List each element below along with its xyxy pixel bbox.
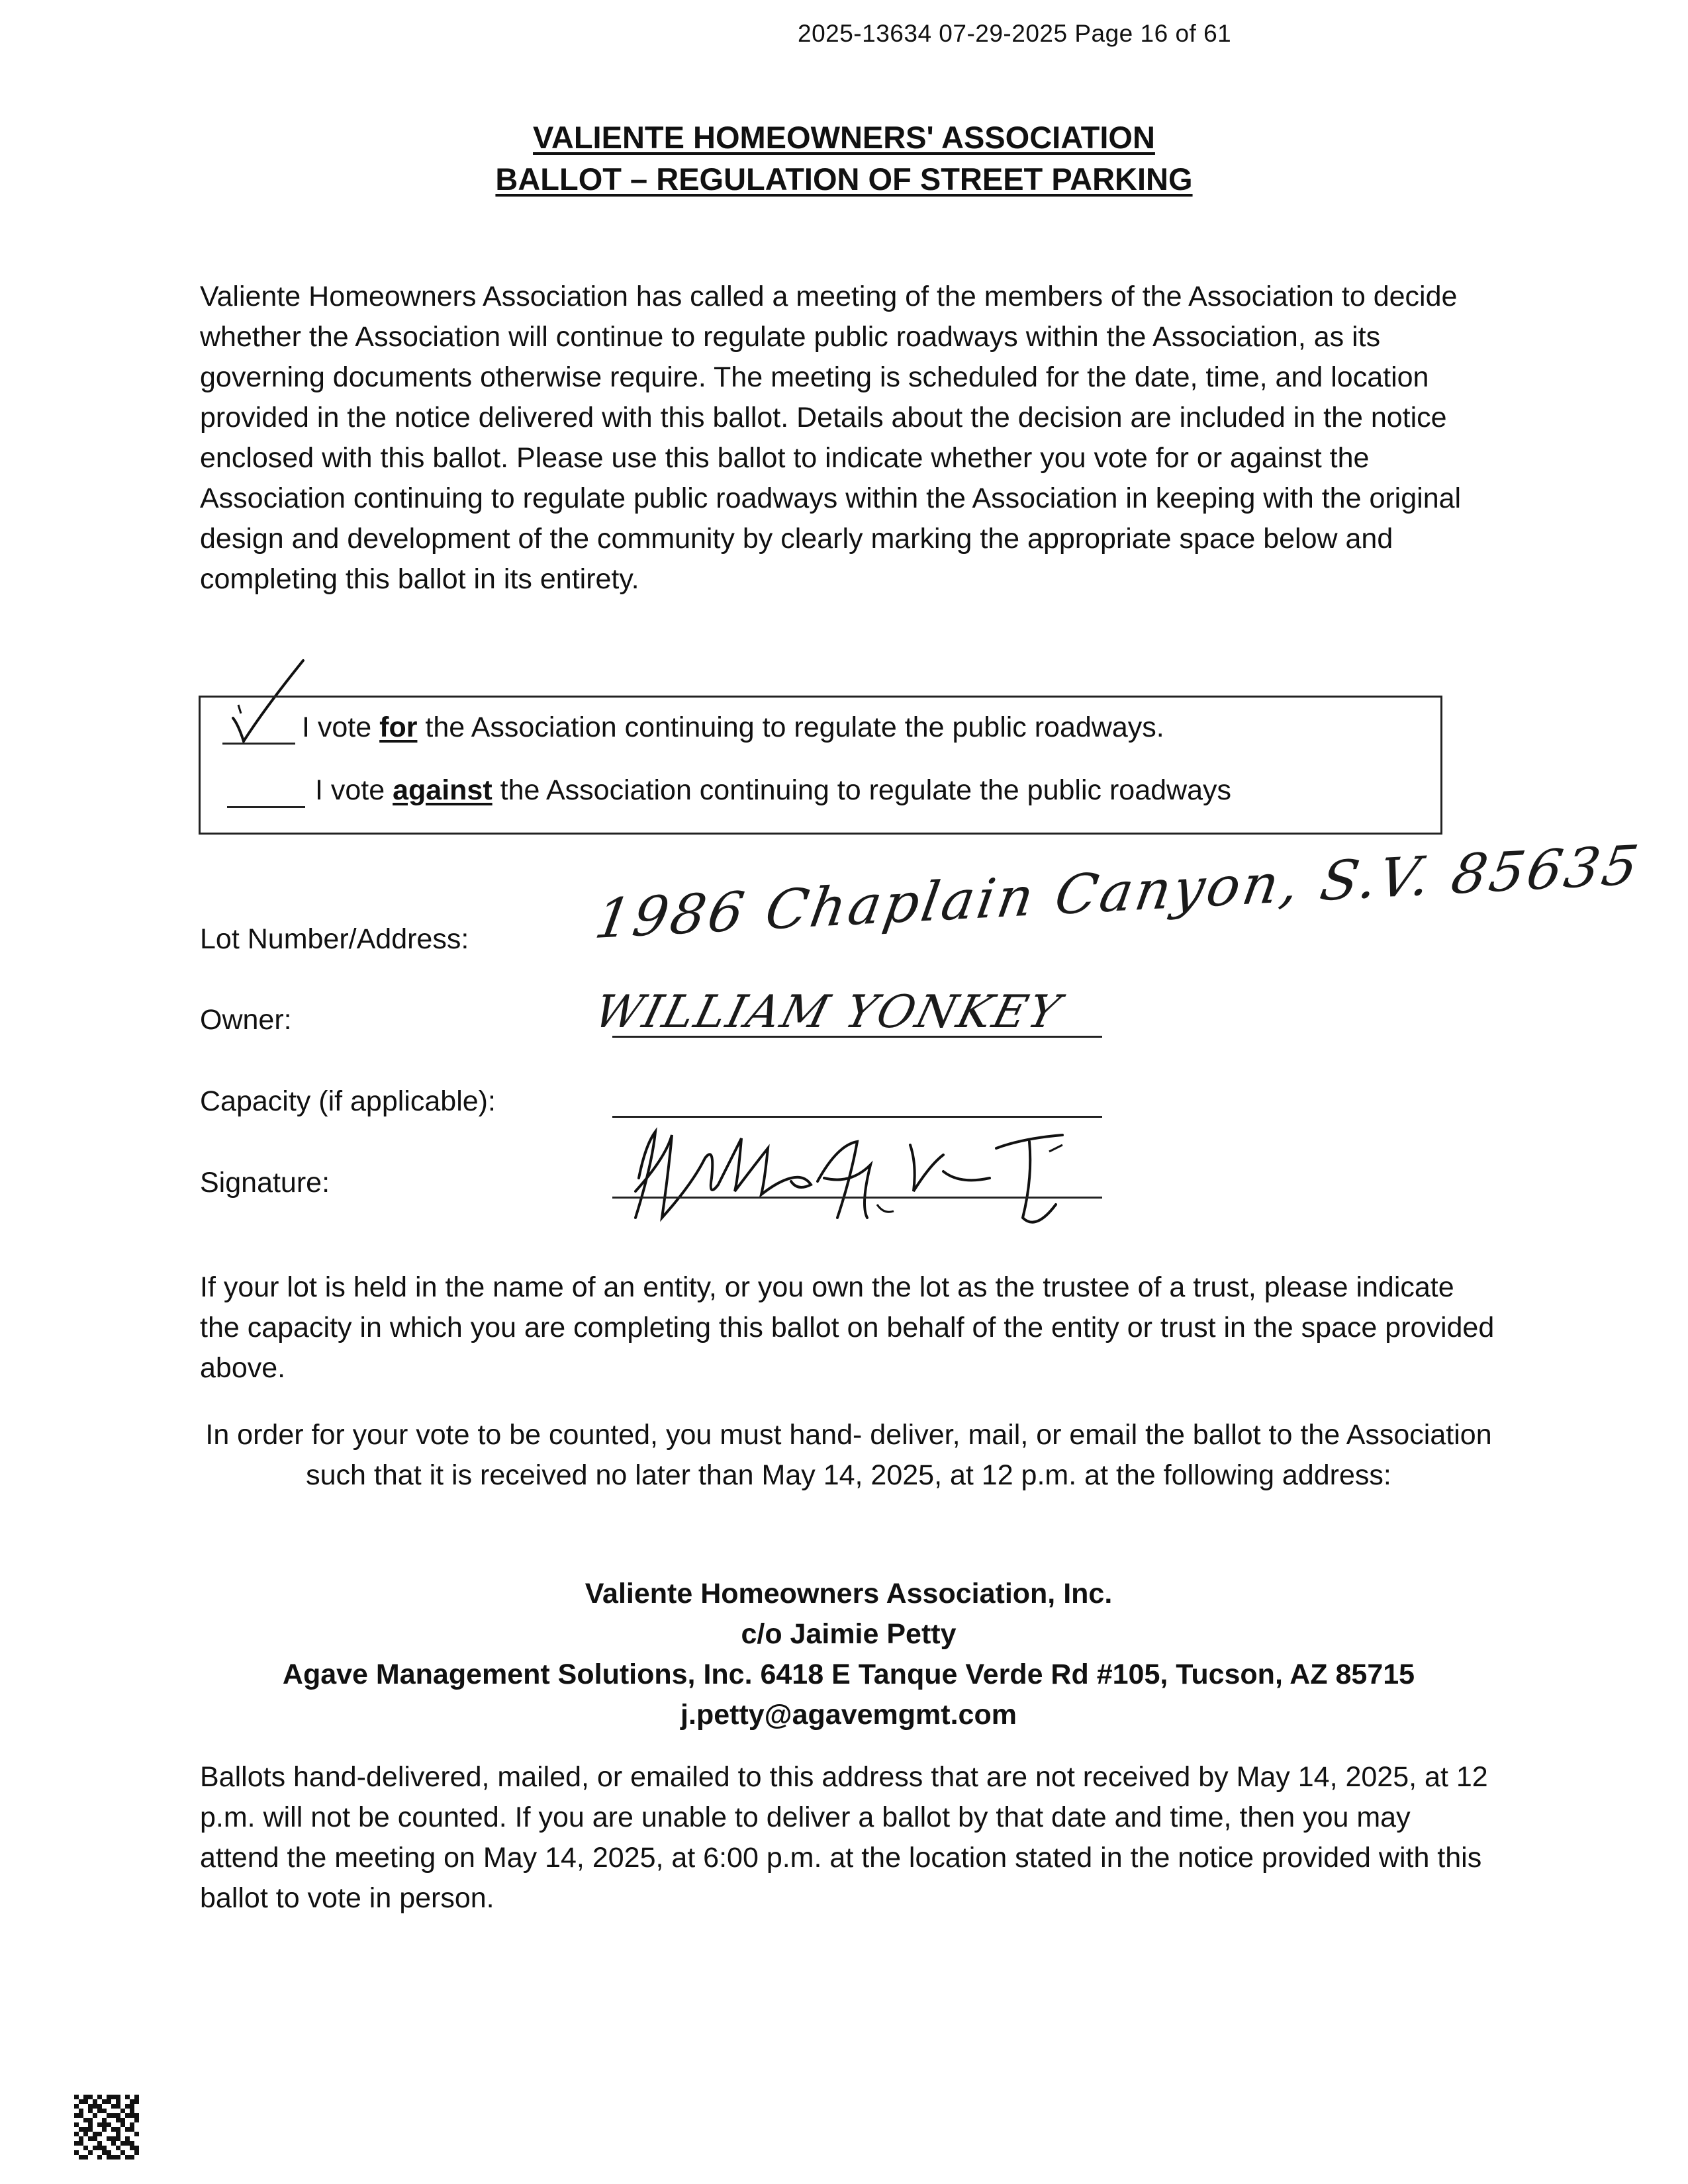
lot-address-value[interactable]: 1986 Chaplain Canyon, S.V. 85635 xyxy=(590,834,1646,951)
signature-underline xyxy=(612,1197,1102,1199)
owner-underline xyxy=(612,1036,1102,1038)
document-reference: 2025-13634 07-29-2025 Page 16 of 61 xyxy=(798,20,1232,47)
address-block xyxy=(200,1574,1497,1735)
owner-label: Owner: xyxy=(200,1004,292,1036)
vote-against-keyword: against xyxy=(393,774,492,806)
vote-against-option[interactable] xyxy=(315,774,1231,807)
delivery-paragraph: In order for your vote to be counted, you must hand- deliver, mail, or email the ballot to the Association such that it is received no later than May 14, 2025, at 12 p.m. at the following address: xyxy=(205,1419,1492,1491)
address-line-association: Valiente Homeowners Association, Inc. xyxy=(585,1578,1113,1610)
owner-value[interactable]: WILLIAM YONKEY xyxy=(589,986,1067,1038)
capacity-label: Capacity (if applicable): xyxy=(200,1085,496,1117)
entity-paragraph: If your lot is held in the name of an entity, or you own the lot as the trustee of a trust, please indicate the capacity in which you are completing this ballot on behalf of the entity or trust in the space provided above. xyxy=(200,1271,1495,1384)
vote-for-suffix: the Association continuing to regulate the public roadways. xyxy=(417,711,1164,743)
closing-paragraph: Ballots hand-delivered, mailed, or emailed to this address that are not received by May 14, 2025, at 12 p.m. will not be counted. If you are unable to deliver a ballot by that date and time, then you may attend the meeting on May 14, 2025, at 6:00 p.m. at the location stated in the notice provided with this ballot to vote in person. xyxy=(200,1761,1488,1914)
intro-paragraph: Valiente Homeowners Association has called a meeting of the members of the Association to decide whether the Association will continue to regulate public roadways within the Association, as its governing documents otherwise require. The meeting is scheduled for the date, time, and location provided in the notice delivered with this ballot. Details about the decision are included in the notice enclosed with this ballot. Please use this ballot to indicate whether you vote for or against the Association continuing to regulate public roadways within the Association in keeping with the original design and development of the community by clearly marking the appropriate space below and completing this ballot in its entirety. xyxy=(200,281,1462,595)
vote-for-keyword: for xyxy=(379,711,418,743)
signature-label: Signature: xyxy=(200,1167,330,1199)
vote-for-prefix: I vote xyxy=(302,711,380,743)
capacity-field[interactable] xyxy=(612,1116,1102,1118)
vote-against-suffix: the Association continuing to regulate the public roadways xyxy=(492,774,1231,806)
qr-code-icon xyxy=(74,2095,139,2160)
lot-address-label: Lot Number/Address: xyxy=(200,923,469,955)
vote-against-checkbox[interactable] xyxy=(227,806,305,808)
vote-for-checkbox[interactable] xyxy=(222,743,295,745)
vote-against-prefix: I vote xyxy=(315,774,393,806)
signature-image[interactable] xyxy=(599,1118,1142,1231)
address-line-attention: c/o Jaimie Petty xyxy=(741,1618,957,1650)
ballot-title: BALLOT – REGULATION OF STREET PARKING xyxy=(495,161,1193,197)
association-title: VALIENTE HOMEOWNERS' ASSOCIATION xyxy=(533,120,1155,155)
address-line-street: Agave Management Solutions, Inc. 6418 E Tanque Verde Rd #105, Tucson, AZ 85715 xyxy=(282,1659,1415,1690)
address-email-link[interactable]: j.petty@agavemgmt.com xyxy=(680,1699,1017,1731)
vote-for-option[interactable] xyxy=(302,711,1164,744)
